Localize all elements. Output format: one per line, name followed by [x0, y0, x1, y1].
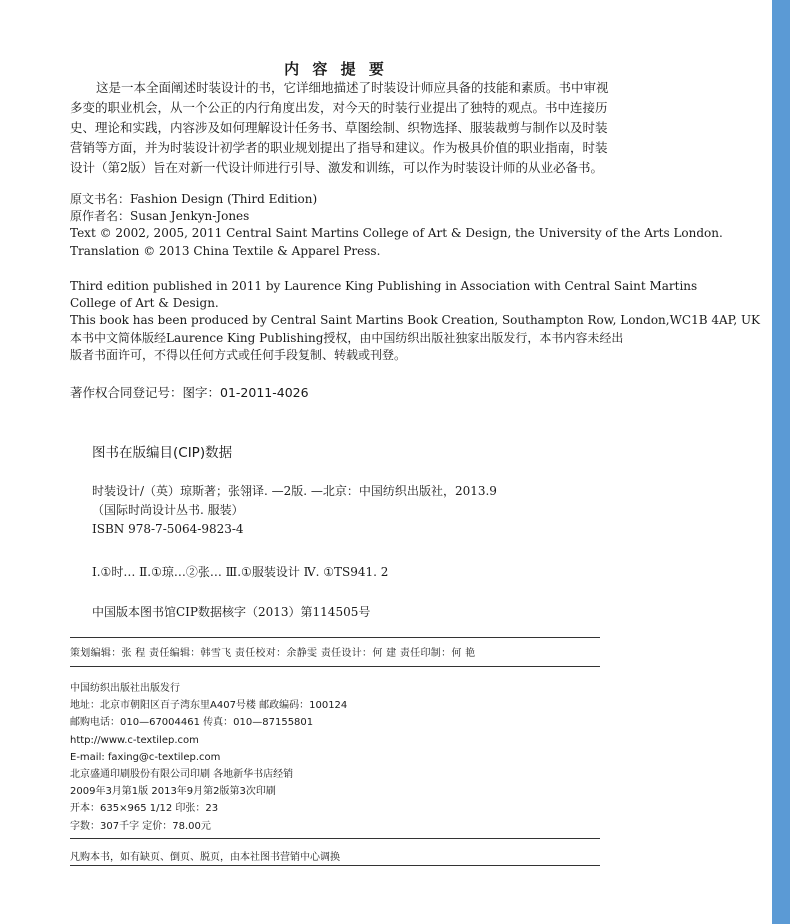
cip-classification: Ⅰ.①时… Ⅱ.①琼…②张… Ⅲ.①服装设计 Ⅳ. ①TS941. 2 [92, 565, 389, 579]
publisher-email: E-mail: faxing@c-textilep.com [70, 751, 221, 763]
side-edge-bar [772, 0, 790, 924]
publisher-website: http://www.c-textilep.com [70, 734, 199, 746]
staff-credits: 策划编辑：张 程 责任编辑：韩雪飞 责任校对：余静雯 责任设计：何 建 责任印制：何 艳 [70, 648, 476, 659]
cip-verification: 中国版本图书馆CIP数据核字（2013）第114505号 [92, 605, 371, 619]
edition-info [70, 278, 760, 364]
summary-paragraph [70, 78, 609, 178]
copyright-text-line: Text © 2002, 2005, 2011 Central Saint Martins College of Art & Design, the University of the Arts London. [70, 226, 723, 241]
summary-line: 史、理论和实践，内容涉及如何理解设计任务书、草图绘制、织物选择、服装裁剪与制作以及时装 [70, 120, 608, 135]
cip-isbn: ISBN 978-7-5064-9823-4 [92, 522, 244, 536]
copyright-registration: 著作权合同登记号：图字：01-2011-4026 [70, 385, 309, 400]
publisher-line: 中国纺织出版社出版发行 [70, 683, 180, 694]
summary-line: 设计（第2版）旨在对新一代设计师进行引导、激发和训练，可以作为时装设计师的从业必备书。 [70, 160, 603, 175]
divider [70, 637, 600, 638]
edition-line: Third edition published in 2011 by Laurence King Publishing in Association with Central Saint Martins [70, 279, 698, 293]
edition-line: 本书中文简体版经Laurence King Publishing授权，由中国纺织出版社独家出版发行，本书内容未经出 [70, 330, 624, 345]
cip-series-line: （国际时尚设计丛书. 服装） [92, 503, 244, 517]
edition-line: College of Art & Design. [70, 296, 219, 311]
format-line: 开本：635×965 1/12 印张：23 [70, 803, 219, 815]
summary-line: 营销等方面，并为时装设计初学者的职业规划提出了指导和建议。作为极具价值的职业指南，时装 [70, 140, 608, 155]
original-info [70, 191, 723, 260]
cip-heading: 图书在版编目(CIP)数据 [92, 445, 233, 461]
summary-title: 内 容 提 要 [284, 60, 388, 78]
divider [70, 838, 600, 839]
publisher-info [70, 680, 347, 835]
edition-line: 版者书面许可，不得以任何方式或任何手段复制、转载或刊登。 [70, 347, 407, 362]
summary-line: 多变的职业机会，从一个公正的内行角度出发，对今天的时装行业提出了独特的观点。书中连接历 [70, 100, 608, 115]
price-line: 字数：307千字 定价：78.00元 [70, 820, 211, 832]
cip-record [92, 482, 497, 539]
publisher-phone: 邮购电话：010—67004461 传真：010—87155801 [70, 717, 314, 729]
summary-line: 这是一本全面阐述时装设计的书，它详细地描述了时装设计师应具备的技能和素质。书中审视 [96, 80, 609, 95]
footer-note: 凡购本书，如有缺页、倒页、脱页，由本社图书营销中心调换 [70, 852, 340, 863]
edition-line: This book has been produced by Central Saint Martins Book Creation, Southampton Row, London,WC1B 4AP, UK [70, 313, 761, 328]
original-title-line: 原文书名：Fashion Design (Third Edition) [70, 192, 318, 206]
original-author-line: 原作者名：Susan Jenkyn-Jones [70, 209, 250, 224]
publisher-address: 地址：北京市朝阳区百子湾东里A407号楼 邮政编码：100124 [70, 700, 348, 712]
cip-record-line: 时装设计/（英）琼斯著；张翎译. —2版. —北京：中国纺织出版社，2013.9 [92, 484, 497, 498]
copyright-translation-line: Translation © 2013 China Textile & Apparel Press. [70, 243, 381, 258]
divider [70, 666, 600, 667]
printer-line: 北京盛通印刷股份有限公司印刷 各地新华书店经销 [70, 769, 294, 781]
divider [70, 865, 600, 866]
edition-dates: 2009年3月第1版 2013年9月第2版第3次印刷 [70, 786, 276, 798]
